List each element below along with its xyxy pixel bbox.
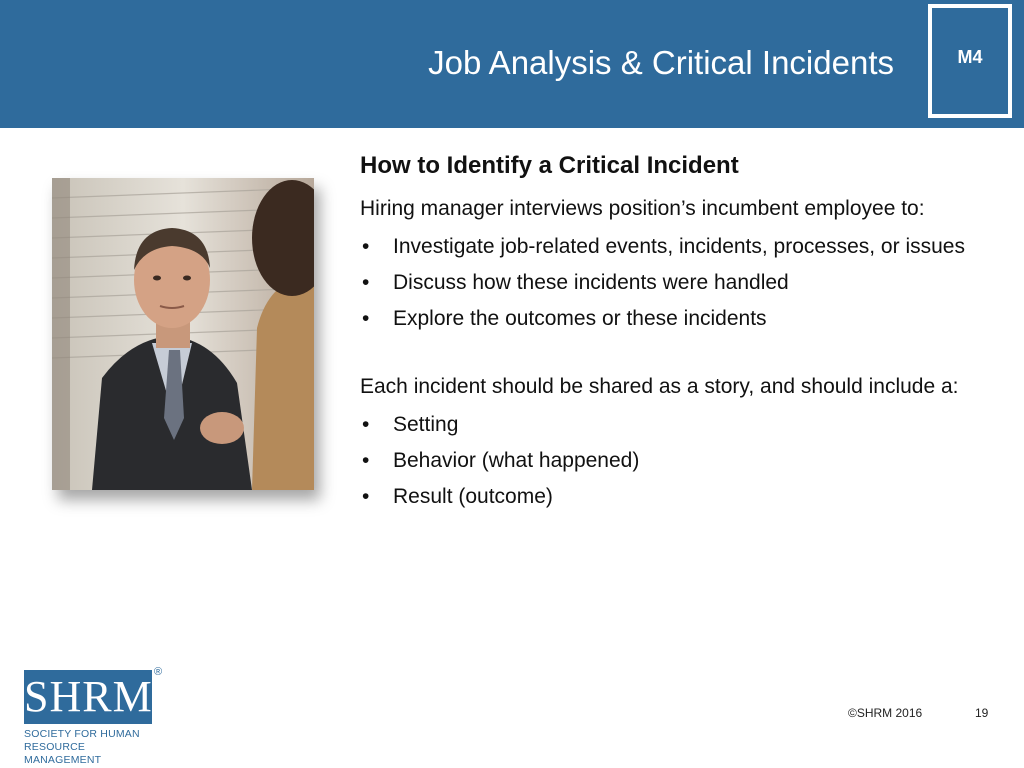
shrm-logo bbox=[24, 666, 174, 766]
registered-mark: ® bbox=[154, 666, 163, 678]
story-text: Each incident should be shared as a story, and should include a: bbox=[360, 374, 959, 398]
list-item: • Result (outcome) bbox=[360, 481, 990, 513]
bullet-icon: • bbox=[362, 484, 370, 508]
slide-title: Job Analysis & Critical Incidents bbox=[428, 44, 894, 81]
page-number: 19 bbox=[975, 706, 989, 720]
logo-subtitle: SOCIETY FOR HUMAN RESOURCE MANAGEMENT bbox=[24, 728, 140, 766]
section-heading: How to Identify a Critical Incident bbox=[360, 152, 739, 179]
bullet-icon: • bbox=[362, 448, 370, 472]
list-item: • Behavior (what happened) bbox=[360, 445, 990, 477]
slide-content bbox=[360, 152, 990, 517]
list-item: • Setting bbox=[360, 409, 990, 441]
bullet-icon: • bbox=[362, 234, 370, 258]
interview-photo bbox=[52, 178, 314, 490]
logo-mark: SHRM bbox=[24, 670, 152, 724]
title-bar bbox=[0, 0, 1024, 128]
bullet-icon: • bbox=[362, 412, 370, 436]
intro-text: Hiring manager interviews position’s incumbent employee to: bbox=[360, 196, 925, 220]
module-badge bbox=[928, 4, 1012, 118]
module-label: M4 bbox=[957, 46, 983, 67]
list-item: • Investigate job-related events, incidents, processes, or issues bbox=[360, 231, 990, 263]
list-item: • Explore the outcomes or these incidents bbox=[360, 303, 990, 335]
copyright-text: ©SHRM 2016 bbox=[848, 706, 923, 720]
bullet-list-story bbox=[360, 409, 990, 513]
list-item: • Discuss how these incidents were handled bbox=[360, 267, 990, 299]
bullet-list-steps bbox=[360, 231, 990, 335]
bullet-icon: • bbox=[362, 306, 370, 330]
bullet-icon: • bbox=[362, 270, 370, 294]
